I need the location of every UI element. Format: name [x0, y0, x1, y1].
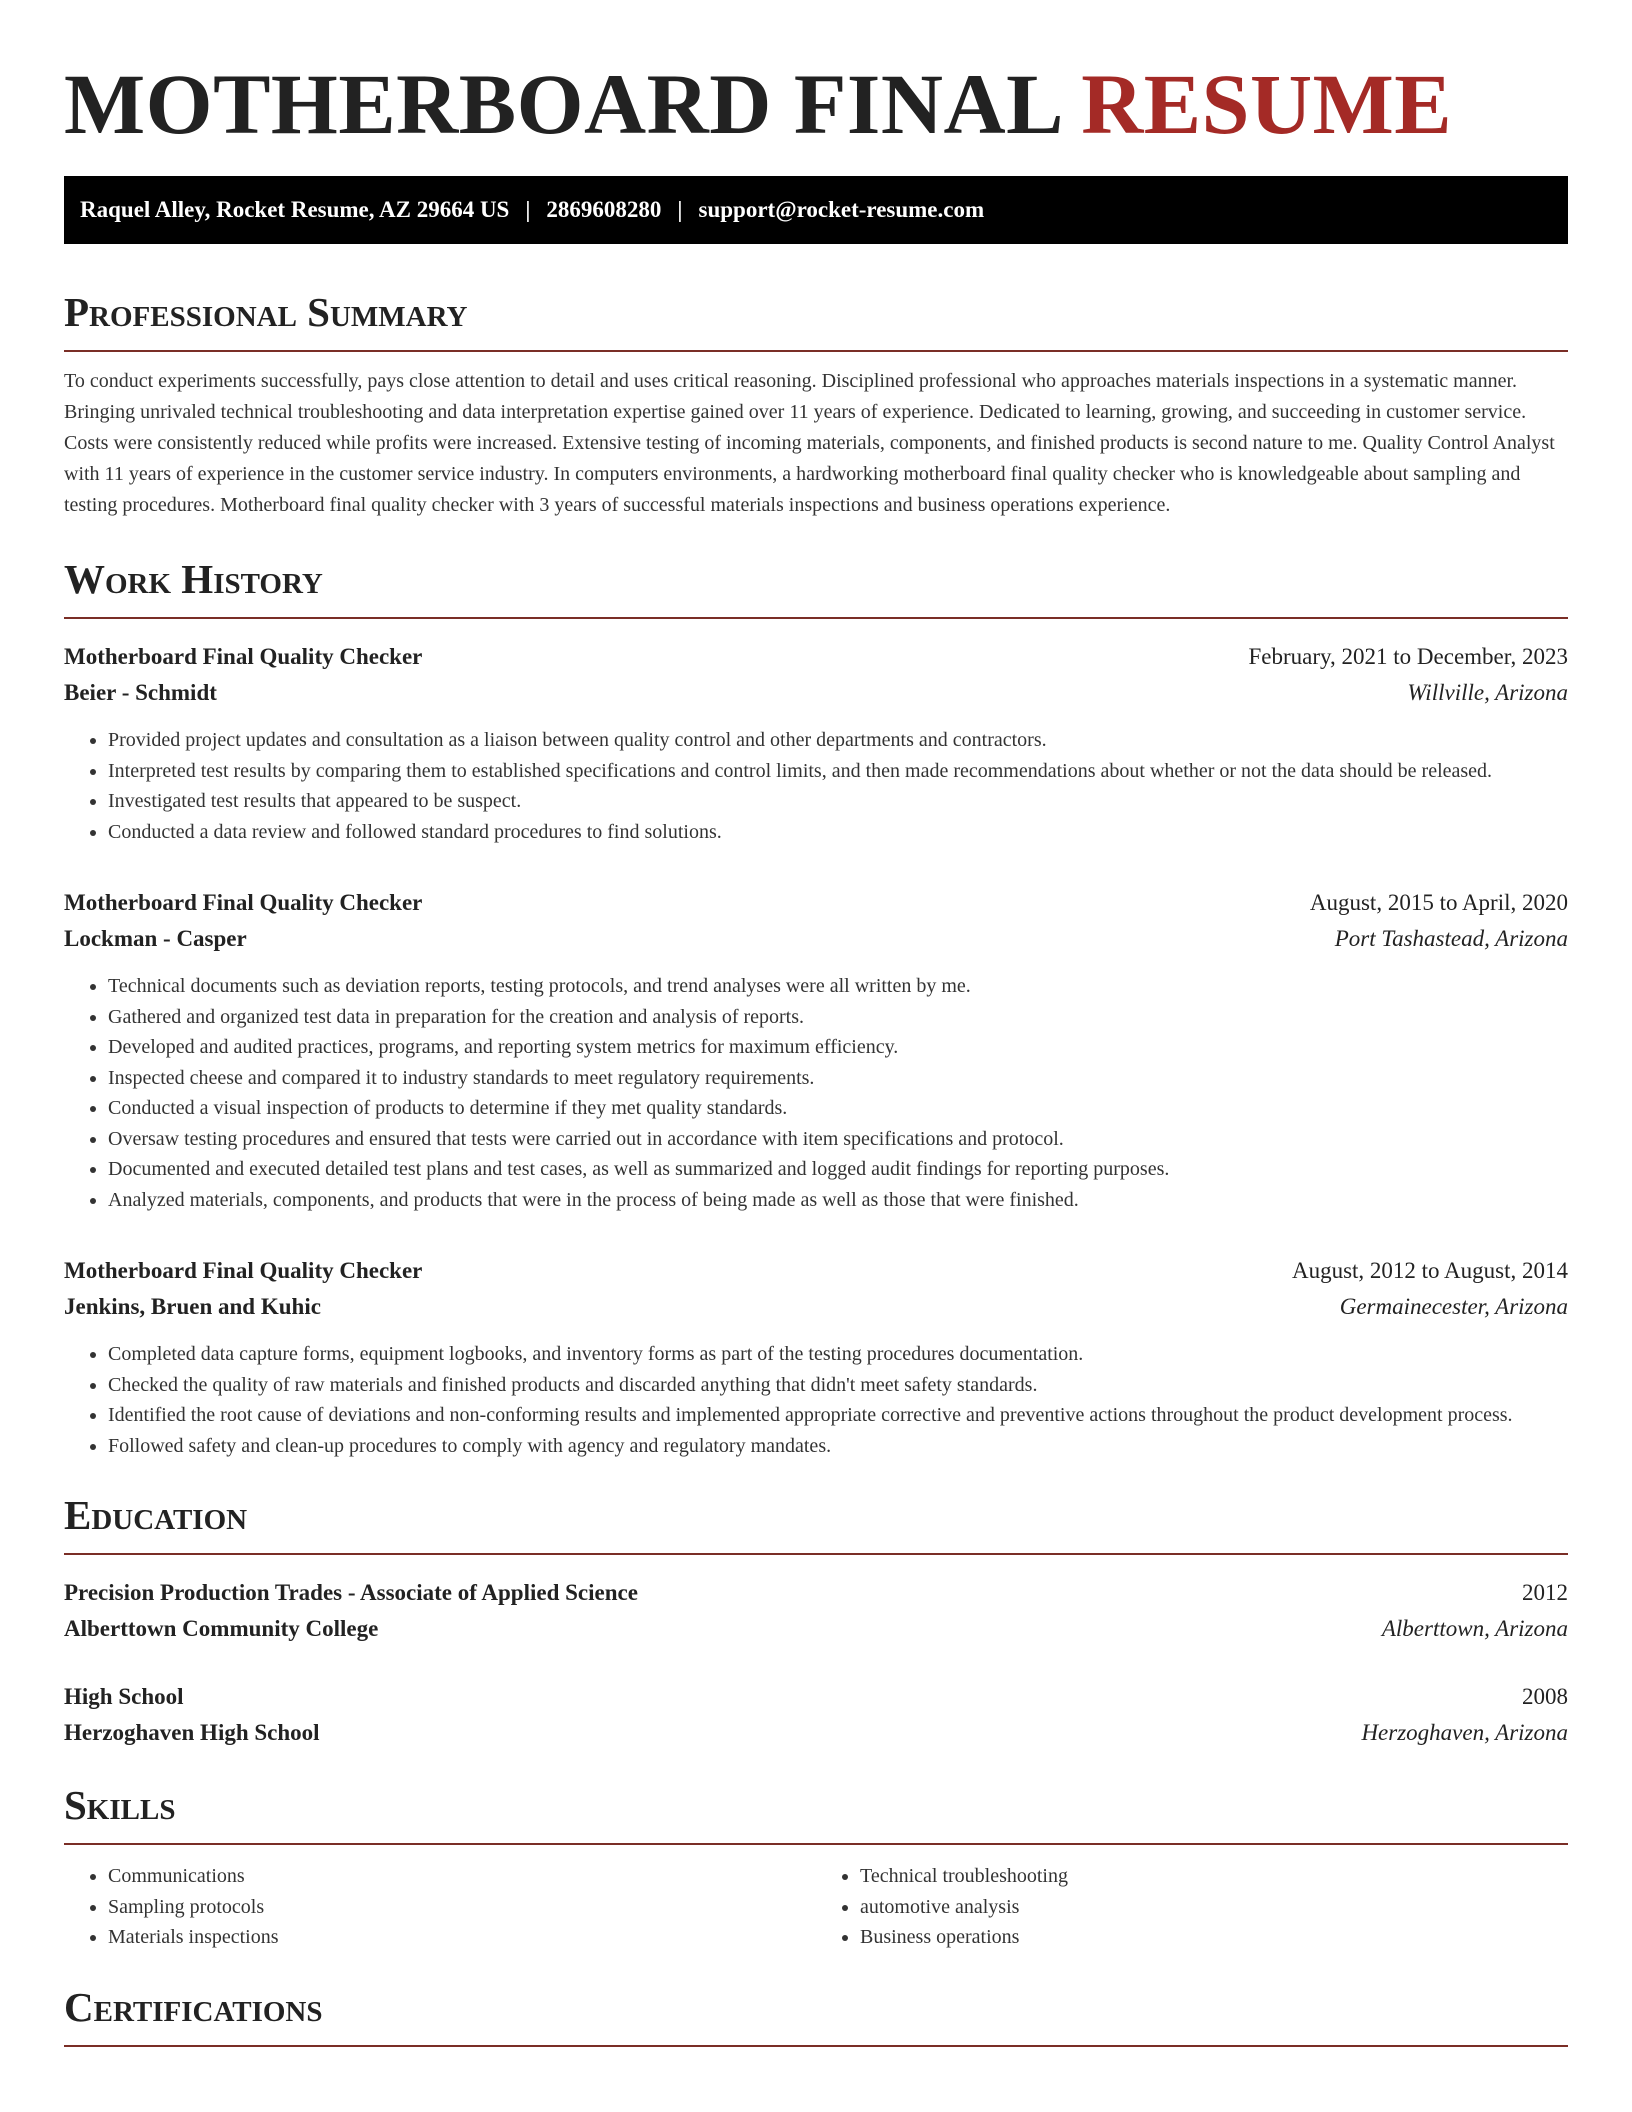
job-entry: [64, 639, 1568, 847]
job-bullets: [64, 1339, 1568, 1461]
education-header: [64, 1575, 1568, 1611]
contact-separator: |: [525, 197, 531, 222]
education-location: Alberttown, Arizona: [1381, 1616, 1568, 1641]
job-entry: [64, 1253, 1568, 1461]
job-company: Jenkins, Bruen and Kuhic: [64, 1294, 321, 1319]
skills-list: [64, 1861, 1568, 1953]
job-bullet: • Developed and audited practices, programs, and reporting system metrics for maximum efficiency.: [108, 1032, 1568, 1063]
job-subheader: [64, 1289, 1568, 1325]
education-degree: High School: [64, 1684, 184, 1709]
job-bullet: • Gathered and organized test data in preparation for the creation and analysis of reports.: [108, 1002, 1568, 1033]
job-bullet: • Interpreted test results by comparing them to established specifications and control limits, and then made recommendations about whether or not the data should be released.: [108, 756, 1568, 787]
job-bullet: • Conducted a visual inspection of products to determine if they met quality standards.: [108, 1093, 1568, 1124]
job-bullet: • Completed data capture forms, equipment logbooks, and inventory forms as part of the testing procedures documentation.: [108, 1339, 1568, 1370]
job-dates: February, 2021 to December, 2023: [1248, 644, 1568, 669]
section-title-skills: Skills: [64, 1781, 1568, 1845]
education-entry: [64, 1575, 1568, 1647]
resume-title-accent: RESUME: [1081, 56, 1453, 152]
job-header: [64, 1253, 1568, 1289]
resume-title-main: MOTHERBOARD FINAL: [64, 56, 1060, 152]
contact-bar: [64, 176, 1568, 244]
job-bullets: [64, 725, 1568, 847]
job-location: Willville, Arizona: [1407, 680, 1568, 705]
job-role: Motherboard Final Quality Checker: [64, 890, 423, 915]
education-degree: Precision Production Trades - Associate of Applied Science: [64, 1580, 638, 1605]
job-bullet: • Technical documents such as deviation reports, testing protocols, and trend analyses were all written by me.: [108, 971, 1568, 1002]
job-bullet: • Oversaw testing procedures and ensured that tests were carried out in accordance with item specifications and protocol.: [108, 1124, 1568, 1155]
job-header: [64, 639, 1568, 675]
job-header: [64, 885, 1568, 921]
job-role: Motherboard Final Quality Checker: [64, 1258, 423, 1283]
job-company: Beier - Schmidt: [64, 680, 217, 705]
skill-item: • Technical troubleshooting: [860, 1861, 1568, 1892]
job-location: Port Tashastead, Arizona: [1334, 926, 1568, 951]
job-location: Germainecester, Arizona: [1339, 1294, 1568, 1319]
education-entry: [64, 1679, 1568, 1751]
contact-email: support@rocket-resume.com: [698, 197, 985, 222]
job-bullet: • Inspected cheese and compared it to industry standards to meet regulatory requirements.: [108, 1063, 1568, 1094]
education-header: [64, 1679, 1568, 1715]
resume-title: [64, 58, 1568, 150]
job-bullet: • Documented and executed detailed test plans and test cases, as well as summarized and logged audit findings for reporting purposes.: [108, 1154, 1568, 1185]
summary-text: To conduct experiments successfully, pays close attention to detail and uses critical reasoning. Disciplined professional who approaches materials inspections in a systematic manner. Bringing unrivaled technical troubleshooting and data interpretation expertise gained over 11 years of experience. Dedicated to learning, growing, and succeeding in customer service. Costs were consistently reduced while profits were increased. Extensive testing of incoming materials, components, and finished products is second nature to me. Quality Control Analyst with 11 years of experience in the customer service industry. In computers environments, a hardworking motherboard final quality checker who is knowledgeable about sampling and testing procedures. Motherboard final quality checker with 3 years of successful materials inspections and business operations experience.: [64, 370, 1555, 516]
job-bullets: [64, 971, 1568, 1215]
section-title-education: Education: [64, 1491, 1568, 1555]
skill-item: • automotive analysis: [860, 1892, 1568, 1923]
skill-item: • Materials inspections: [108, 1922, 816, 1953]
job-bullet: • Analyzed materials, components, and products that were in the process of being made as well as those that were finished.: [108, 1185, 1568, 1216]
section-title-summary: Professional Summary: [64, 288, 1568, 352]
job-dates: August, 2015 to April, 2020: [1309, 890, 1568, 915]
job-subheader: [64, 921, 1568, 957]
education-location: Herzoghaven, Arizona: [1361, 1720, 1568, 1745]
skill-item: • Communications: [108, 1861, 816, 1892]
job-dates: August, 2012 to August, 2014: [1291, 1258, 1568, 1283]
job-role: Motherboard Final Quality Checker: [64, 644, 423, 669]
education-school: Alberttown Community College: [64, 1616, 379, 1641]
education-subheader: [64, 1611, 1568, 1647]
contact-phone: 2869608280: [546, 197, 662, 222]
job-bullet: • Investigated test results that appeared to be suspect.: [108, 786, 1568, 817]
education-year: 2008: [1522, 1684, 1568, 1709]
education-subheader: [64, 1715, 1568, 1751]
education-year: 2012: [1522, 1580, 1568, 1605]
job-entry: [64, 885, 1568, 1215]
skill-item: • Sampling protocols: [108, 1892, 816, 1923]
section-title-certifications: Certifications: [64, 1983, 1568, 2047]
job-bullet: • Identified the root cause of deviations and non-conforming results and implemented appropriate corrective and preventive actions throughout the product development process.: [108, 1400, 1568, 1431]
job-company: Lockman - Casper: [64, 926, 247, 951]
section-title-work-history: Work History: [64, 555, 1568, 619]
contact-separator: |: [677, 197, 683, 222]
skills-column-left: [64, 1861, 816, 1953]
job-subheader: [64, 675, 1568, 711]
education-school: Herzoghaven High School: [64, 1720, 320, 1745]
job-bullet: • Provided project updates and consultation as a liaison between quality control and other departments and contractors.: [108, 725, 1568, 756]
job-bullet: • Followed safety and clean-up procedures to comply with agency and regulatory mandates.: [108, 1431, 1568, 1462]
skills-column-right: [816, 1861, 1568, 1953]
job-bullet: • Checked the quality of raw materials and finished products and discarded anything that didn't meet safety standards.: [108, 1370, 1568, 1401]
job-bullet: • Conducted a data review and followed standard procedures to find solutions.: [108, 817, 1568, 848]
skill-item: • Business operations: [860, 1922, 1568, 1953]
contact-address: Raquel Alley, Rocket Resume, AZ 29664 US: [80, 197, 510, 222]
